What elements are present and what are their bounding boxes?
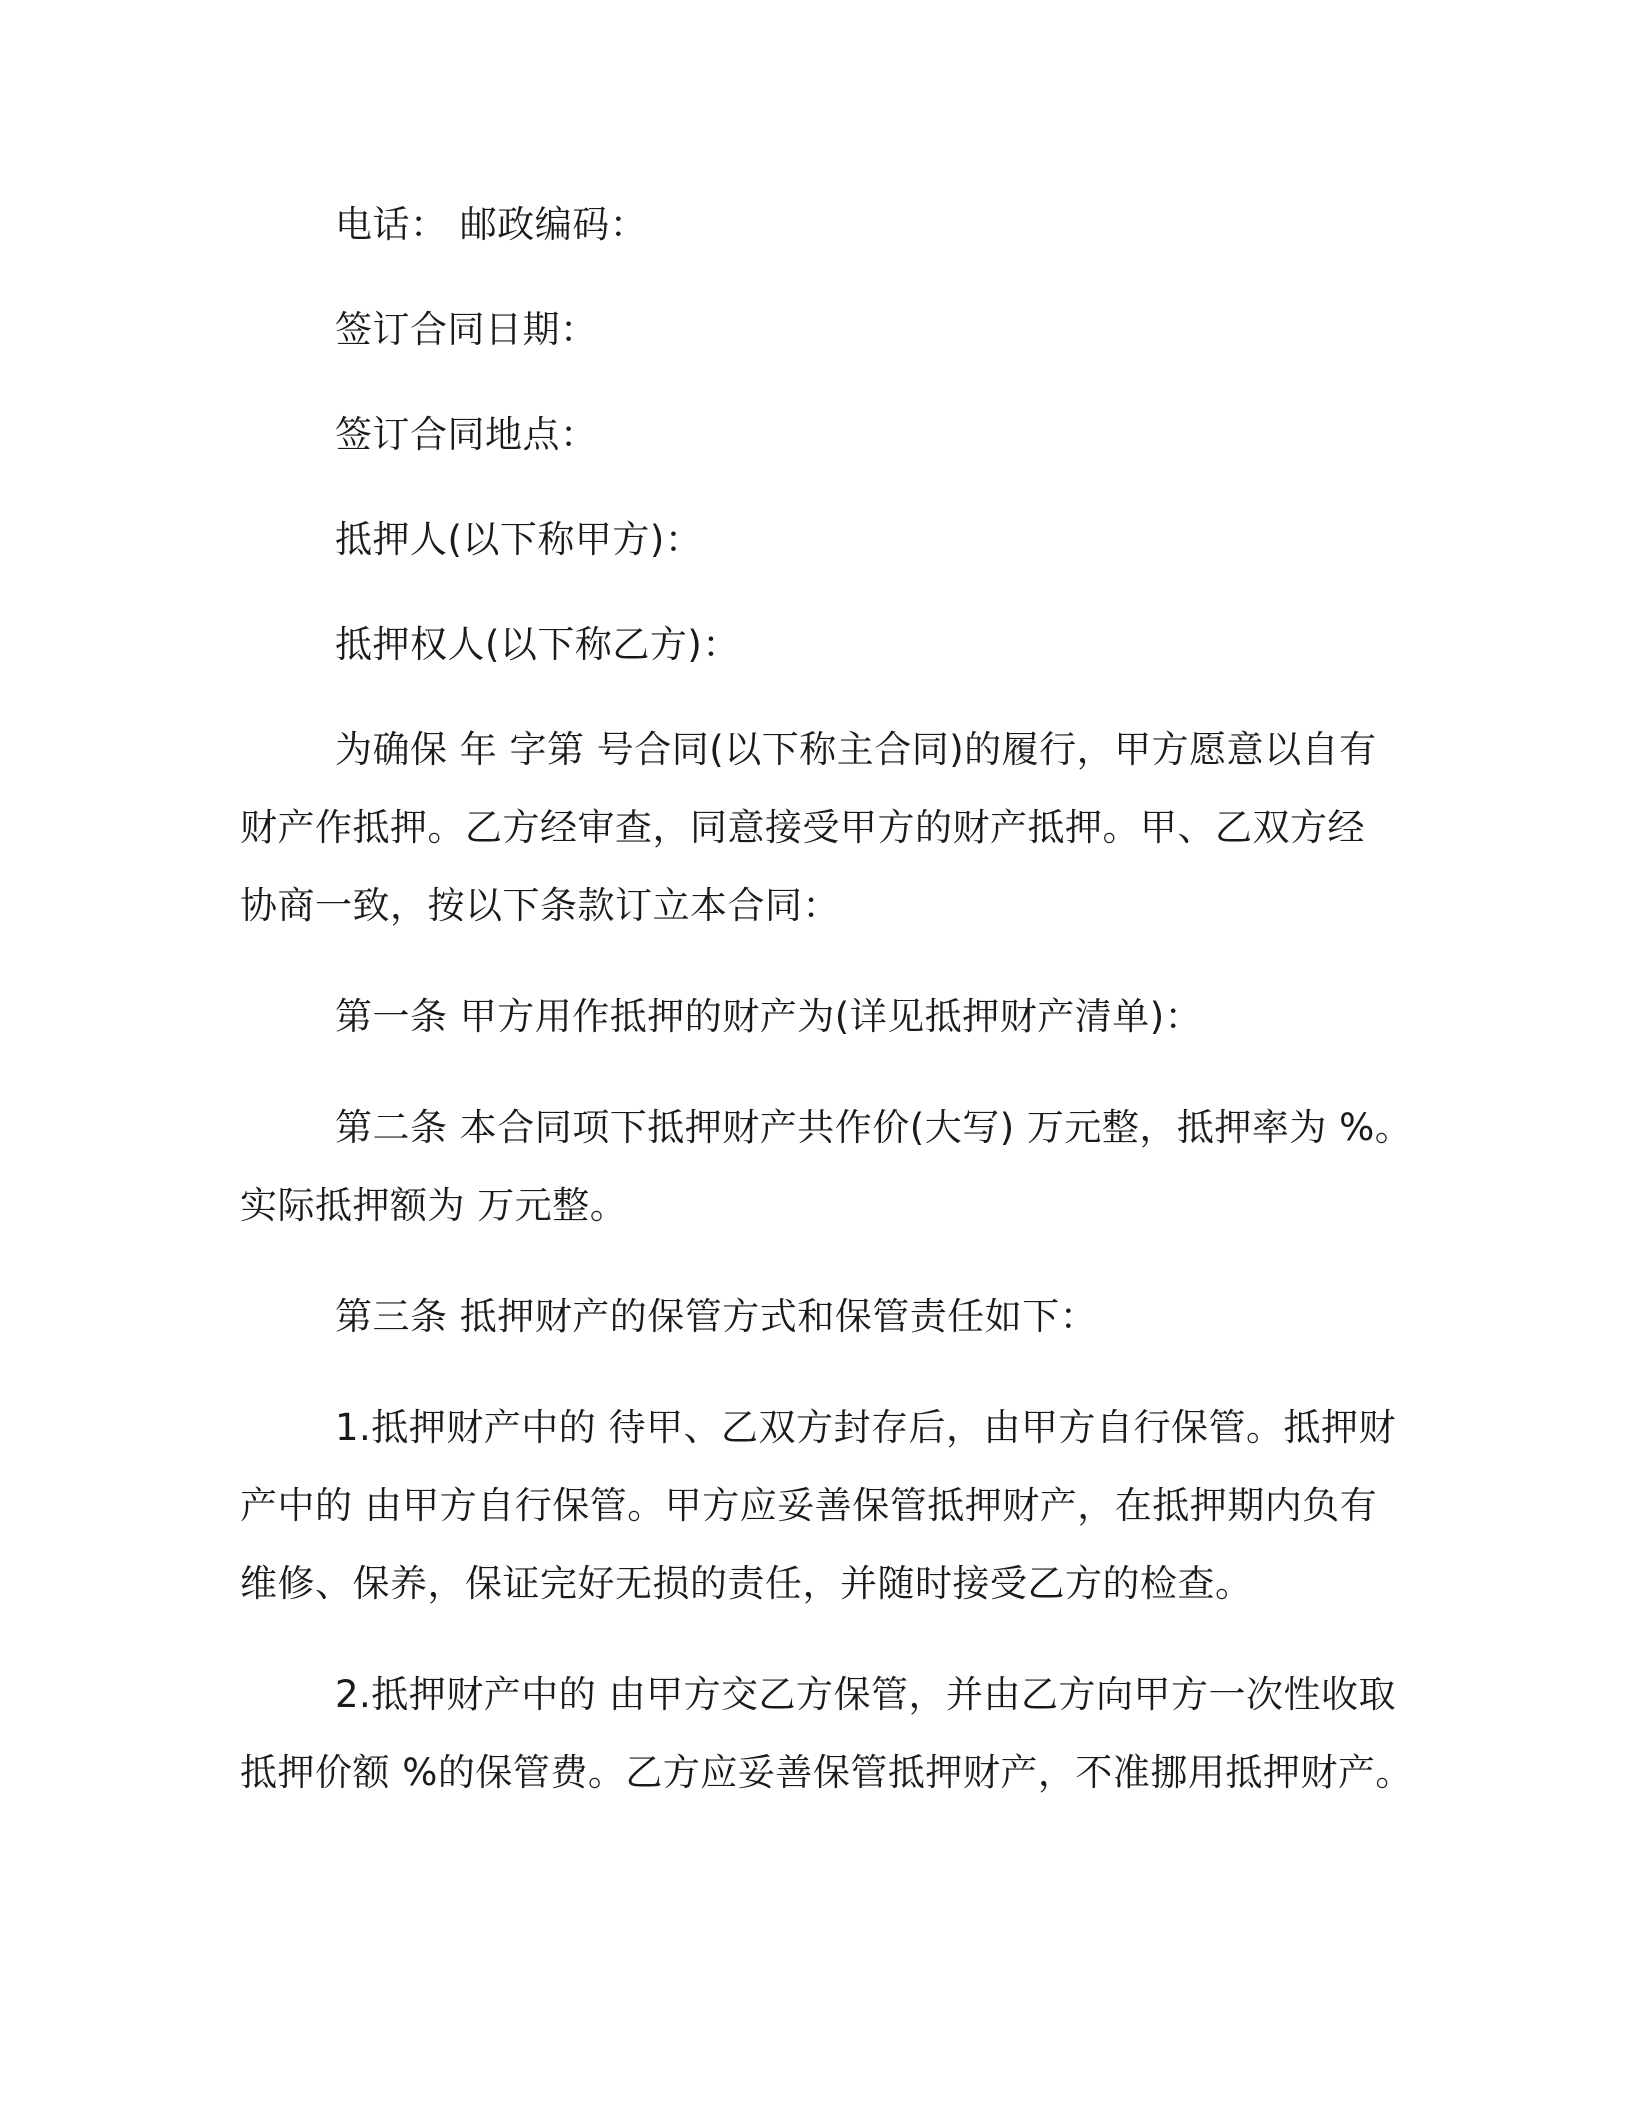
- intro-line: 为确保 年 字第 号合同(以下称主合同)的履行，甲方愿意以自有: [335, 728, 1377, 771]
- phone-postcode-label: 电话： 邮政编码：: [335, 203, 648, 246]
- article-3-line: 第三条 抵押财产的保管方式和保管责任如下：: [335, 1295, 1098, 1338]
- mortgagee-field: [240, 606, 1390, 684]
- article-1: [240, 978, 1390, 1056]
- intro-line: 财产作抵押。乙方经审查，同意接受甲方的财产抵押。甲、乙双方经: [240, 806, 1365, 849]
- intro-line: 协商一致，按以下条款订立本合同：: [240, 884, 840, 927]
- item-2-line: 2.抵押财产中的 由甲方交乙方保管，并由乙方向甲方一次性收取: [335, 1673, 1397, 1716]
- sign-date-label: 签订合同日期：: [335, 308, 598, 351]
- sign-place-field: [240, 396, 1390, 474]
- mortgagor-field: [240, 501, 1390, 579]
- article-2-line: 实际抵押额为 万元整。: [240, 1184, 628, 1227]
- article-3: [240, 1278, 1390, 1356]
- item-2-line: 抵押价额 %的保管费。乙方应妥善保管抵押财产，不准挪用抵押财产。: [240, 1751, 1413, 1794]
- mortgagor-label: 抵押人(以下称甲方)：: [335, 518, 703, 561]
- sign-place-label: 签订合同地点：: [335, 413, 598, 456]
- article-2-line: 第二条 本合同项下抵押财产共作价(大写) 万元整，抵押率为 %。: [335, 1106, 1413, 1149]
- item-1-line: 产中的 由甲方自行保管。甲方应妥善保管抵押财产，在抵押期内负有: [240, 1484, 1378, 1527]
- intro-paragraph: [240, 711, 1390, 945]
- sign-date-field: [240, 291, 1390, 369]
- article-2: [240, 1089, 1413, 1245]
- phone-postcode-field: [240, 186, 1390, 264]
- item-1-line: 维修、保养，保证完好无损的责任，并随时接受乙方的检查。: [240, 1562, 1253, 1605]
- item-2: [240, 1656, 1413, 1812]
- article-1-line: 第一条 甲方用作抵押的财产为(详见抵押财产清单)：: [335, 995, 1203, 1038]
- mortgagee-label: 抵押权人(以下称乙方)：: [335, 623, 740, 666]
- document-body: [240, 186, 1413, 1845]
- item-1: [240, 1389, 1397, 1623]
- item-1-line: 1.抵押财产中的 待甲、乙双方封存后，由甲方自行保管。抵押财: [335, 1406, 1397, 1449]
